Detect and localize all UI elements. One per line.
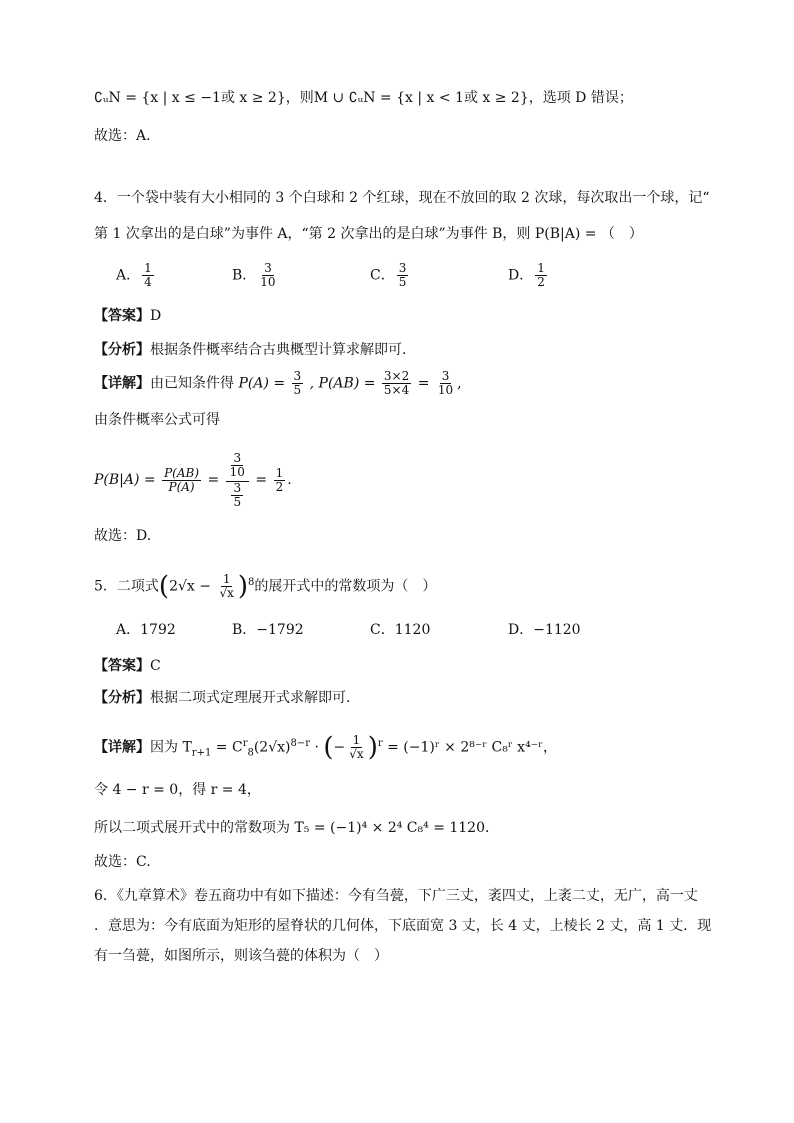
stem-expression: 2√x − <box>169 578 211 595</box>
numerator: 1 <box>144 261 152 275</box>
option-label: A． <box>116 267 141 284</box>
q5-step2: 所以二项式展开式中的常数项为 T₅ = (−1)⁴ × 2⁴ C₈⁴ = 1120． <box>94 820 500 836</box>
numerator: 3 <box>233 450 242 465</box>
denominator: 5×4 <box>383 383 410 397</box>
detail-eq: = C <box>215 739 243 756</box>
q6-line1: 6．《九章算术》卷五商功中有如下描述：今有刍甍，下广三丈，袤四丈，上袤二丈，无广，高一丈 <box>94 888 698 904</box>
q5-analysis <box>94 688 350 708</box>
denominator: 2 <box>537 275 545 289</box>
stem-suffix: 的展开式中的常数项为（ ） <box>254 578 437 595</box>
q5-answer <box>94 656 161 676</box>
paren-close: ) <box>237 571 249 602</box>
fraction <box>347 734 365 761</box>
compound-fraction <box>226 452 249 509</box>
denominator: √x <box>219 586 234 601</box>
option-label: A． <box>116 622 141 638</box>
q5-option-b <box>232 620 304 640</box>
option-label: C． <box>370 622 395 638</box>
q4-stem-line1: 4．一个袋中装有大小相同的 3 个白球和 2 个红球，现在不放回的取 2 次球，每次取出一个球，记“ <box>94 190 710 206</box>
answer-value: C <box>150 658 161 674</box>
numerator: P(AB) <box>164 465 200 480</box>
option-label: D． <box>508 622 534 638</box>
equals: = <box>255 472 268 488</box>
superscript: r <box>242 738 248 749</box>
option-label: D． <box>508 267 534 284</box>
q4-answer <box>94 306 161 326</box>
q5-detail: 【详解】因为 $T_{r+1} = C^r_8(2√x)^{8-r}$ · (− $\frac{1}{√x}$ )$^r$ = (−1)ʳ × 2⁸⁻ʳ C₈ʳ x⁴⁻ʳ， <box>94 732 557 763</box>
paren-close: ) <box>367 732 378 763</box>
q5-stem <box>94 565 436 601</box>
q5-option-a <box>116 620 176 640</box>
numerator: 3 <box>233 480 242 495</box>
carry-over-text: ∁ᵤN = {x | x ≤ −1或 x ≥ 2}，则M ∪ ∁ᵤN = {x | x < 1或 x ≥ 2}，选项 D 错误； <box>94 90 633 106</box>
option-fraction <box>397 262 409 289</box>
formula-pba: P(B|A) = <box>94 472 156 488</box>
exponent: 8 <box>248 577 255 588</box>
denominator: 5 <box>293 383 302 397</box>
q5-option-c <box>370 620 430 640</box>
fraction <box>382 370 411 397</box>
denominator: 5 <box>398 275 407 289</box>
paren-open: ( <box>158 571 170 602</box>
subscript: r+1 <box>191 747 212 759</box>
numerator <box>226 452 249 482</box>
formula-pab: , P(AB) = <box>309 375 376 392</box>
denominator: 10 <box>437 383 454 397</box>
detail-tag: 【详解】 <box>94 375 150 392</box>
denominator: 10 <box>229 464 245 479</box>
q5-step1: 令 4 − r = 0，得 r = 4， <box>94 782 261 798</box>
analysis-tag: 【分析】 <box>94 690 150 706</box>
q4-option-d <box>508 262 549 289</box>
q4-option-a <box>116 262 156 289</box>
exponent: 8−r <box>290 738 311 749</box>
q6-line3: 有一刍甍，如图所示，则该刍甍的体积为（ ） <box>94 948 388 964</box>
fraction <box>274 467 286 494</box>
option-value: −1120 <box>533 622 581 638</box>
q5-choice: 故选：C. <box>94 854 151 870</box>
answer-tag: 【答案】 <box>94 658 150 674</box>
answer-tag: 【答案】 <box>94 308 150 324</box>
numerator: 3 <box>293 369 302 383</box>
option-label: B． <box>232 622 257 638</box>
option-fraction <box>258 262 277 289</box>
q4-detail <box>94 370 462 397</box>
numerator: 3×2 <box>383 369 410 383</box>
numerator: 1 <box>352 733 361 748</box>
denominator: P(A) <box>168 479 195 494</box>
equals: = <box>207 472 220 488</box>
detail-tag: 【详解】 <box>94 739 150 756</box>
q4-choice: 故选：D. <box>94 528 152 544</box>
fraction <box>292 370 304 397</box>
dot: · <box>314 739 319 756</box>
equals: = <box>417 375 430 392</box>
q4-analysis <box>94 340 406 360</box>
q4-option-c <box>370 262 410 289</box>
fraction <box>217 573 235 600</box>
detail-rest: = (−1)ʳ × 2⁸⁻ʳ C₈ʳ x⁴⁻ʳ， <box>387 739 557 756</box>
option-label: C． <box>370 267 395 284</box>
detail-prefix: 因为 T <box>150 739 192 756</box>
option-value: 1120 <box>394 622 431 638</box>
fraction <box>162 467 201 494</box>
punctuation: . <box>287 472 292 488</box>
detail-text: 由已知条件得 <box>150 375 234 392</box>
option-fraction <box>535 262 547 289</box>
subscript: 8 <box>247 747 254 759</box>
fraction <box>228 452 247 481</box>
denominator: 5 <box>233 494 242 509</box>
q4-formula-intro: 由条件概率公式可得 <box>94 412 220 428</box>
detail-mid: (2√x) <box>253 739 291 756</box>
q6-line2: ．意思为：今有底面为矩形的屋脊状的几何体，下底面宽 3 丈，长 4 丈，上棱长 2 丈，高 1 丈．现 <box>94 918 712 934</box>
paren-open: ( <box>323 732 334 763</box>
option-fraction <box>142 262 154 289</box>
analysis-tag: 【分析】 <box>94 342 150 358</box>
denominator: √x <box>349 747 364 762</box>
fraction <box>436 370 455 397</box>
denominator <box>229 482 245 509</box>
q5-option-d <box>508 620 581 640</box>
numerator: 3 <box>398 261 407 275</box>
carry-over-choice: 故选：A. <box>94 128 151 144</box>
numerator: 3 <box>441 369 450 383</box>
analysis-text: 根据条件概率结合古典概型计算求解即可. <box>150 342 407 358</box>
numerator: 1 <box>537 261 545 275</box>
q4-option-b <box>232 262 280 289</box>
numerator: 1 <box>222 572 231 587</box>
option-label: B． <box>232 267 257 284</box>
numerator: 3 <box>264 261 272 275</box>
option-value: −1792 <box>256 622 304 638</box>
denominator: 2 <box>275 479 284 494</box>
exponent: r <box>377 738 383 749</box>
denominator: 10 <box>260 275 276 289</box>
q4-stem-line2: 第 1 次拿出的是白球”为事件 A，“第 2 次拿出的是白球”为事件 B，则 P(B|A) = （ ） <box>94 226 643 242</box>
punctuation: , <box>457 375 462 392</box>
numerator: 1 <box>275 465 284 480</box>
q4-conditional-formula <box>94 445 292 515</box>
fraction <box>231 482 243 509</box>
analysis-text: 根据二项式定理展开式求解即可. <box>150 690 351 706</box>
denominator: 4 <box>144 275 152 289</box>
answer-value: D <box>150 308 162 324</box>
option-value: 1792 <box>140 622 176 638</box>
stem-prefix: 5．二项式 <box>94 578 159 595</box>
formula-pa: P(A) = <box>238 375 286 392</box>
